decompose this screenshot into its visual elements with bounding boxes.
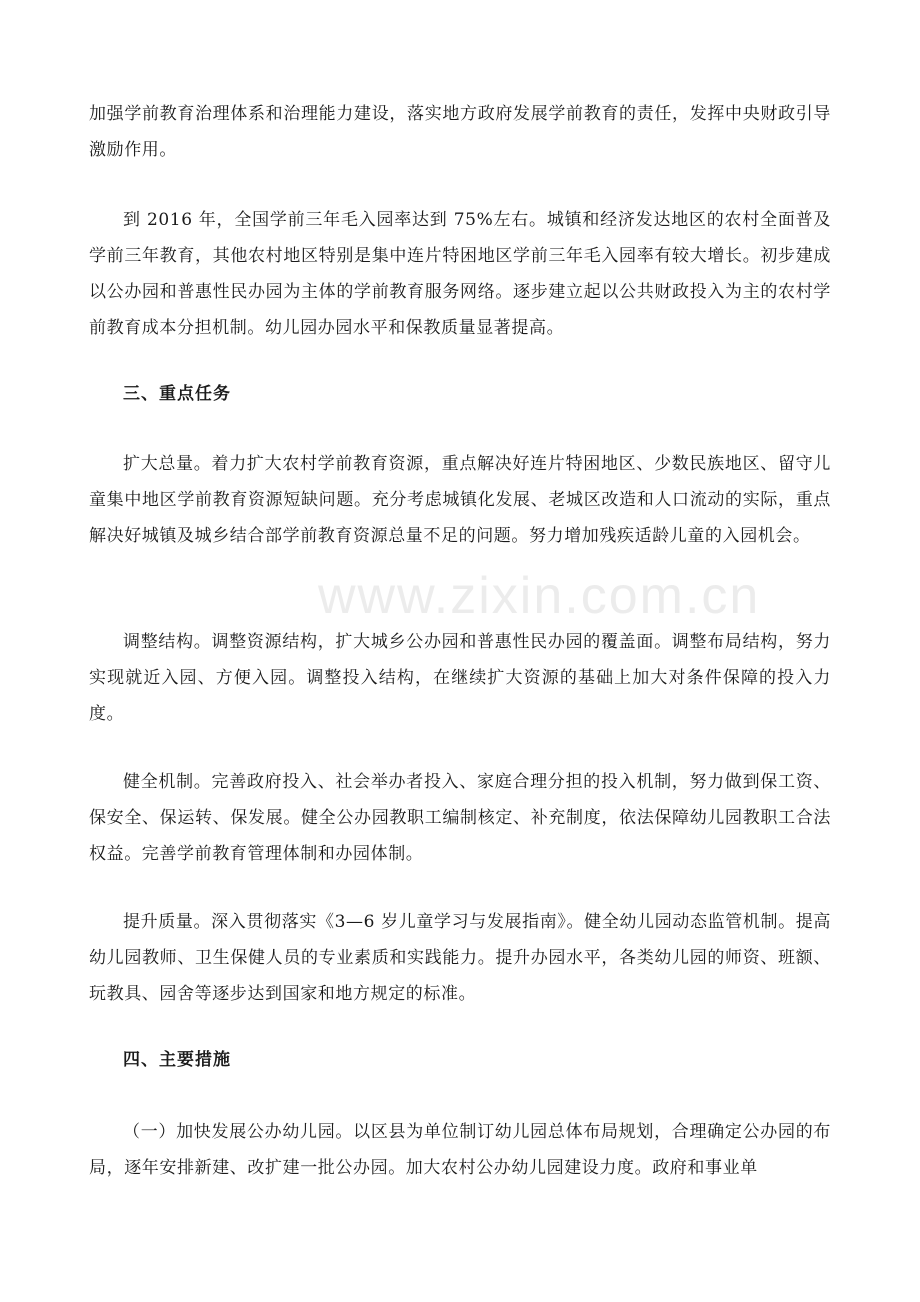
paragraph-expand-total: 扩大总量。着力扩大农村学前教育资源，重点解决好连片特困地区、少数民族地区、留守儿童集中地区学前教育资源短缺问题。充分考虑城镇化发展、老城区改造和人口流动的实际，重点解决好城镇及城乡结合部学前教育资源总量不足的问题。努力增加残疾适龄儿童的入园机会。 (89, 454, 831, 546)
paragraph-goals-2016: 到 2016 年，全国学前三年毛入园率达到 75%左右。城镇和经济发达地区的农村全面普及学前三年教育，其他农村地区特别是集中连片特困地区学前三年毛入园率有较大增长。初步建成以公办园和普惠性民办园为主体的学前教育服务网络。逐步建立起以公共财政投入为主的农村学前教育成本分担机制。幼儿园办园水平和保教质量显著提高。 (89, 210, 831, 338)
paragraph-public-kindergartens: （一）加快发展公办幼儿园。以区县为单位制订幼儿园总体布局规划，合理确定公办园的布局，逐年安排新建、改扩建一批公办园。加大农村公办幼儿园建设力度。政府和事业单 (89, 1122, 831, 1178)
watermark: www.zixin.com.cn (318, 567, 761, 625)
paragraph-improve-mechanism: 健全机制。完善政府投入、社会举办者投入、家庭合理分担的投入机制，努力做到保工资、保安全、保运转、保发展。健全公办园教职工编制核定、补充制度，依法保障幼儿园教职工合法权益。完善学前教育管理体制和办园体制。 (89, 772, 831, 864)
paragraph-intro-continuation: 加强学前教育治理体系和治理能力建设，落实地方政府发展学前教育的责任，发挥中央财政引导激励作用。 (89, 104, 831, 160)
section-heading-key-tasks: 三、重点任务 (123, 384, 231, 404)
paragraph-improve-quality: 提升质量。深入贯彻落实《3—6 岁儿童学习与发展指南》。健全幼儿园动态监管机制。提高幼儿园教师、卫生保健人员的专业素质和实践能力。提升办园水平，各类幼儿园的师资、班额、玩教具、园舍等逐步达到国家和地方规定的标准。 (89, 912, 831, 1004)
paragraph-adjust-structure: 调整结构。调整资源结构，扩大城乡公办园和普惠性民办园的覆盖面。调整布局结构，努力实现就近入园、方便入园。调整投入结构，在继续扩大资源的基础上加大对条件保障的投入力度。 (89, 632, 831, 724)
section-heading-main-measures: 四、主要措施 (123, 1050, 231, 1070)
